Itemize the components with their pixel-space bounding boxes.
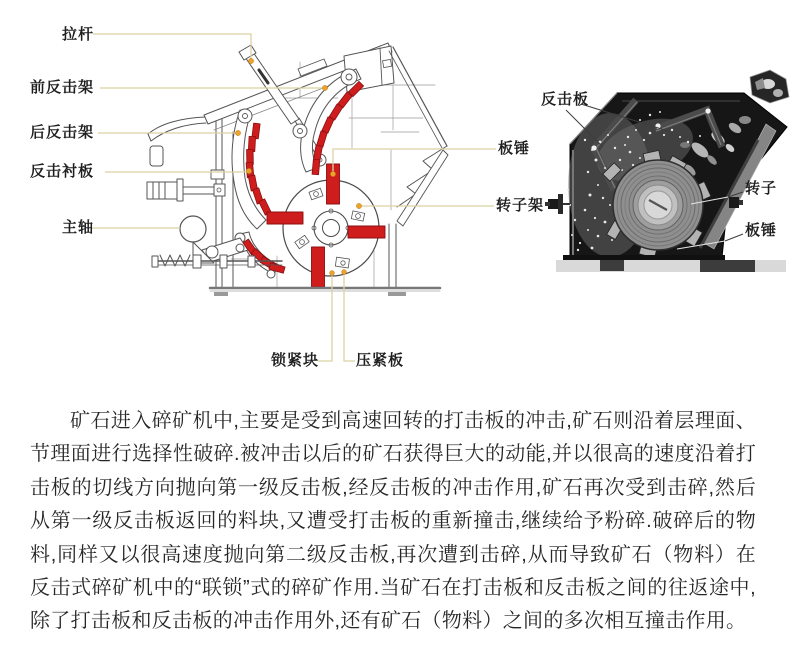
label-rear-impact-frame: 后反击架 — [29, 125, 94, 141]
label-main-shaft: 主轴 — [61, 220, 94, 236]
feed-rocks — [750, 70, 789, 103]
label-impact-lining-plate: 反击衬板 — [29, 164, 94, 180]
description-paragraph: 矿石进入碎矿机中,主要是受到高速回转的打击板的冲击,矿石则沿着层理面、节理面进行选择性破碎.被冲击以后的矿石获得巨大的动能,并以很高的速度沿着打击板的切线方向抛向第一级反击板,经反击板的冲击作用,矿石再次受到击碎,然后从第一级反击板返回的料块,又遭受打击板的重新撞击,继续给予粉碎.破碎后的物料,同样又以很高速度抛向第二级反击板,再次遭到击碎,从而导致矿石（物料）在反击式碎矿机中的“联锁”式的碎矿作用.当矿石在打击板和反击板之间的往返途中,除了打击板和反击板的冲击作用外,还有矿石（物料）之间的多次相互撞击作用。 — [30, 410, 756, 633]
label-pull-rod: 拉杆 — [61, 27, 94, 43]
label-rotor-frame: 转子架 — [496, 198, 545, 214]
label-front-impact-frame: 前反击架 — [29, 80, 94, 96]
impact-lining-part — [202, 232, 279, 278]
label-impact-plate: 反击板 — [541, 92, 590, 108]
label-pressing-plate: 压紧板 — [356, 353, 405, 369]
label-plate-hammer-photo: 板锤 — [745, 223, 778, 239]
label-rotor: 转子 — [745, 181, 778, 197]
label-plate-hammer: 板锤 — [498, 141, 531, 157]
left-structure-diagram — [147, 43, 448, 296]
label-locking-block: 锁紧块 — [271, 353, 320, 369]
